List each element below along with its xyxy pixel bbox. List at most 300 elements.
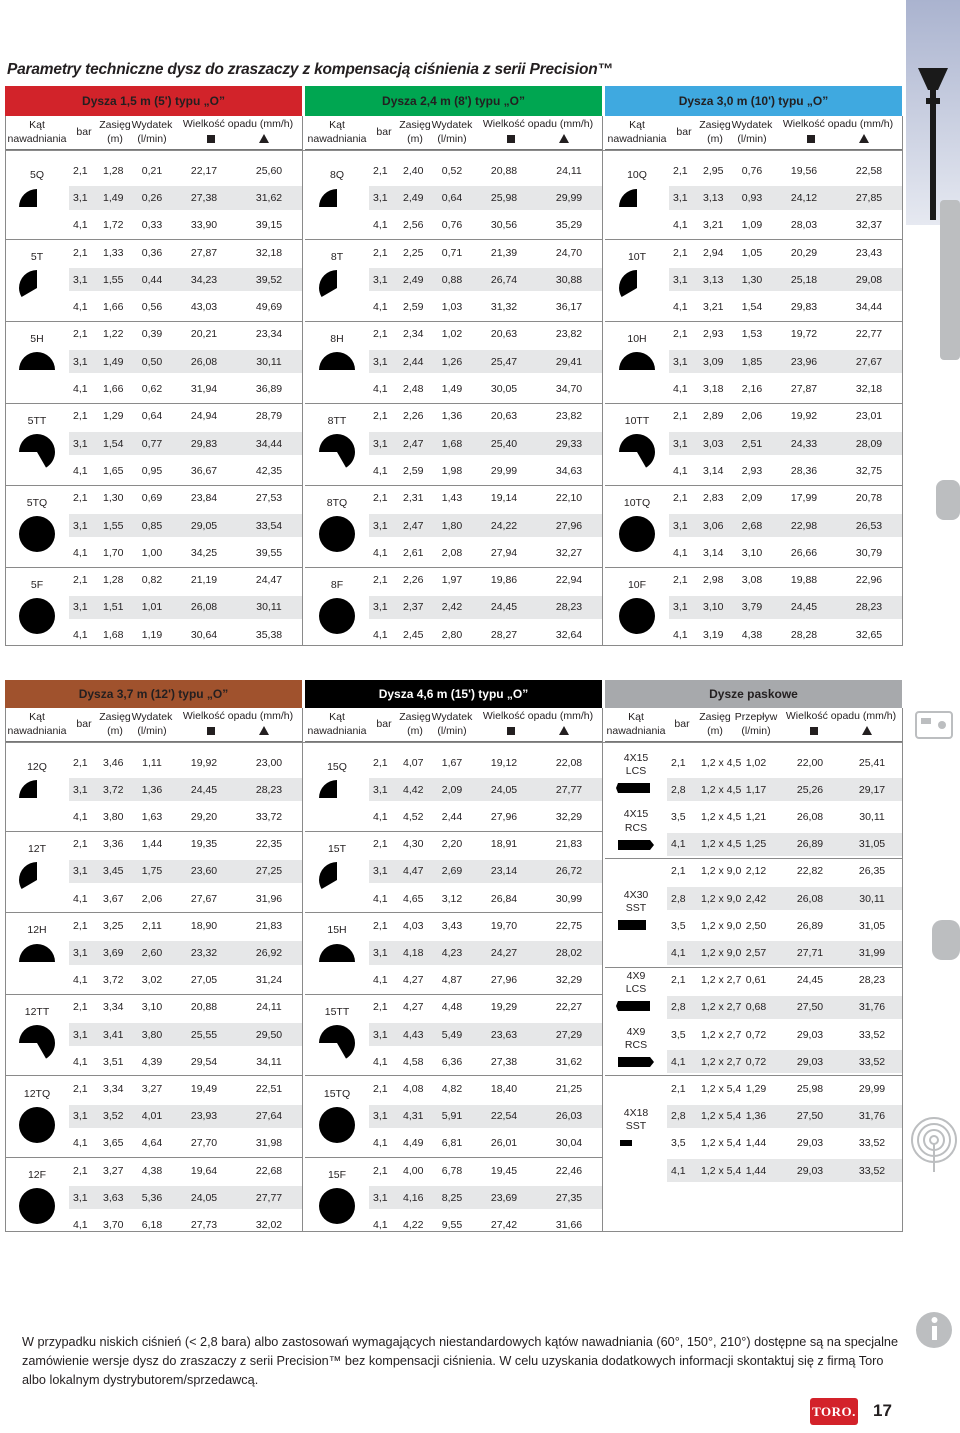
nozzle-model-label: 5F xyxy=(30,578,44,591)
cell-bar: 4,1 xyxy=(73,1055,88,1068)
cell-bar: 4,1 xyxy=(373,974,388,987)
cell-flow: 3,08 xyxy=(741,574,763,587)
header-discharge: Wydatek (l/min) xyxy=(131,708,173,742)
cell-radius: 2,40 xyxy=(403,164,424,177)
cell-radius: 2,93 xyxy=(703,328,724,341)
cell-flow: 6,78 xyxy=(441,1164,463,1177)
cell-radius: 2,26 xyxy=(403,574,424,587)
header-angle: Kąt nawadniania xyxy=(305,116,369,150)
cell-bar: 3,1 xyxy=(673,519,688,532)
cell-radius: 4,65 xyxy=(403,892,424,905)
controller-icon xyxy=(916,712,952,738)
cell-rain-square: 27,50 xyxy=(796,1110,824,1123)
cell-bar: 4,1 xyxy=(373,1218,388,1231)
cell-flow: 1,67 xyxy=(441,756,463,769)
cell-rain-square: 20,63 xyxy=(490,410,518,423)
cell-rain-square: 22,98 xyxy=(790,519,818,532)
nozzle-label-cell xyxy=(605,157,669,239)
cell-rain-triangle: 34,44 xyxy=(855,301,883,314)
cell-flow: 1,43 xyxy=(441,492,463,505)
header-bar: bar xyxy=(69,116,99,150)
cell-radius: 1,51 xyxy=(103,601,124,614)
cell-radius: 1,30 xyxy=(103,492,124,505)
cell-flow: 1,21 xyxy=(745,810,767,823)
cell-rain-triangle: 27,77 xyxy=(255,1191,283,1204)
header-radius: Zasięg (m) xyxy=(699,116,731,150)
cell-bar: 2,1 xyxy=(671,974,686,987)
cell-flow: 2,09 xyxy=(741,492,763,505)
cell-bar: 3,1 xyxy=(673,437,688,450)
cell-rain-square: 27,67 xyxy=(190,892,218,905)
cell-bar: 3,1 xyxy=(373,519,388,532)
nozzle-model-label: 12TT xyxy=(24,1006,50,1019)
cell-flow: 0,50 xyxy=(141,355,163,368)
cell-rain-triangle: 20,78 xyxy=(855,492,883,505)
cell-rain-triangle: 27,64 xyxy=(255,1110,283,1123)
4X9RCS-arc-icon xyxy=(616,1052,656,1072)
cell-flow: 1,26 xyxy=(441,355,463,368)
cell-rain-square: 27,73 xyxy=(190,1218,218,1231)
cell-rain-triangle: 22,46 xyxy=(555,1164,583,1177)
cell-radius: 1,2 x 2,7 xyxy=(701,1055,742,1068)
header-angle: Kąt nawadniania xyxy=(605,116,669,150)
5H-arc-icon xyxy=(17,350,57,390)
cell-radius: 4,27 xyxy=(403,974,424,987)
cell-radius: 2,26 xyxy=(403,410,424,423)
cell-rain-square: 28,03 xyxy=(790,219,818,232)
cell-bar: 2,1 xyxy=(671,865,686,878)
cell-rain-triangle: 39,55 xyxy=(255,546,283,559)
cell-radius: 1,49 xyxy=(103,355,124,368)
cell-rain-square: 23,32 xyxy=(190,946,218,959)
cell-radius: 2,56 xyxy=(403,219,424,232)
table-bottom-rule xyxy=(5,645,903,646)
cell-flow: 2,11 xyxy=(142,919,162,932)
header-rain-rate xyxy=(473,116,603,150)
header-angle: Kąt nawadniania xyxy=(605,708,667,742)
cell-rain-square: 26,89 xyxy=(796,919,824,932)
cell-bar: 3,1 xyxy=(373,1110,388,1123)
cell-rain-triangle: 33,52 xyxy=(858,1028,886,1041)
cell-rain-square: 29,03 xyxy=(796,1055,824,1068)
cell-radius: 2,49 xyxy=(403,273,424,286)
cell-radius: 3,65 xyxy=(103,1137,124,1150)
cell-flow: 2,50 xyxy=(745,919,767,932)
nozzle-label-cell xyxy=(605,567,669,649)
cell-flow: 1,03 xyxy=(441,301,463,314)
cell-rain-square: 29,05 xyxy=(190,519,218,532)
cell-flow: 2,60 xyxy=(141,946,163,959)
cell-rain-square: 19,49 xyxy=(190,1082,218,1095)
cell-flow: 0,71 xyxy=(441,246,463,259)
header-radius: Zasięg (m) xyxy=(697,708,733,742)
cell-rain-triangle: 32,29 xyxy=(555,974,583,987)
cell-rain-square: 34,25 xyxy=(190,546,218,559)
cell-bar: 4,1 xyxy=(373,892,388,905)
nozzle-label-cell xyxy=(5,239,69,321)
cell-flow: 4,38 xyxy=(741,628,763,641)
cell-bar: 2,1 xyxy=(373,492,388,505)
cell-bar: 4,1 xyxy=(373,301,388,314)
nozzle-model-label: 8Q xyxy=(329,169,344,182)
cell-flow: 0,76 xyxy=(741,164,763,177)
header-angle: Kąt nawadniania xyxy=(305,708,369,742)
cell-rain-square: 23,96 xyxy=(790,355,818,368)
cell-rain-square: 26,01 xyxy=(490,1137,518,1150)
cell-rain-triangle: 30,99 xyxy=(555,892,583,905)
header-rain-rate-label: Wielkość opadu (mm/h) xyxy=(182,709,294,722)
nozzle-label-cell xyxy=(305,157,369,239)
cell-rain-square: 24,45 xyxy=(190,783,218,796)
cell-rain-square: 29,03 xyxy=(796,1137,824,1150)
cell-rain-square: 26,08 xyxy=(190,601,218,614)
cell-flow: 2,44 xyxy=(441,810,463,823)
cell-rain-square: 25,26 xyxy=(796,783,824,796)
cell-radius: 4,18 xyxy=(403,946,424,959)
cell-bar: 3,1 xyxy=(73,273,88,286)
header-radius: Zasięg (m) xyxy=(399,116,431,150)
strip-type: LCS xyxy=(625,982,647,995)
cell-rain-triangle: 32,02 xyxy=(255,1218,283,1231)
strip-type: SST xyxy=(625,1119,647,1132)
cell-rain-square: 22,17 xyxy=(190,164,218,177)
8TQ-arc-icon xyxy=(317,514,357,554)
cell-rain-square: 33,90 xyxy=(190,219,218,232)
cell-flow: 1,36 xyxy=(745,1110,767,1123)
cell-flow: 3,10 xyxy=(741,546,763,559)
cell-radius: 3,34 xyxy=(103,1001,124,1014)
nozzle-label-cell xyxy=(5,1157,69,1239)
cell-bar: 3,1 xyxy=(373,1191,388,1204)
cell-bar: 2,1 xyxy=(73,328,88,341)
cell-rain-square: 24,05 xyxy=(190,1191,218,1204)
cell-flow: 1,17 xyxy=(745,783,767,796)
cell-rain-triangle: 29,99 xyxy=(555,191,583,204)
cell-radius: 4,30 xyxy=(403,838,424,851)
table-left-rule xyxy=(5,708,6,1232)
cell-flow: 1,02 xyxy=(745,756,767,769)
5TQ-arc-icon xyxy=(17,514,57,554)
info-icon xyxy=(916,1312,952,1348)
cell-bar: 3,1 xyxy=(73,355,88,368)
cell-bar: 3,1 xyxy=(673,273,688,286)
cell-flow: 1,98 xyxy=(441,464,463,477)
cell-flow: 1,44 xyxy=(141,838,163,851)
cell-rain-square: 29,99 xyxy=(490,464,518,477)
cell-rain-square: 19,29 xyxy=(490,1001,518,1014)
cell-radius: 1,2 x 5,4 xyxy=(701,1164,742,1177)
header-rain-rate-label: Wielkość opadu (mm/h) xyxy=(482,117,594,130)
cell-rain-triangle: 22,35 xyxy=(255,838,283,851)
cell-flow: 2,42 xyxy=(441,601,463,614)
8Q-arc-icon xyxy=(317,187,357,227)
header-discharge: Wydatek (l/min) xyxy=(431,116,473,150)
strip-nozzle-label xyxy=(616,1026,656,1072)
12TT-arc-icon xyxy=(17,1023,57,1063)
cell-rain-triangle: 30,11 xyxy=(859,892,885,905)
cell-flow: 1,36 xyxy=(441,410,463,423)
cell-radius: 3,80 xyxy=(103,810,124,823)
cell-bar: 2,1 xyxy=(73,1082,88,1095)
cell-flow: 0,82 xyxy=(141,574,163,587)
strip-model: 4X9 xyxy=(626,1025,646,1038)
nozzle-model-label: 10Q xyxy=(627,169,647,182)
cell-radius: 2,83 xyxy=(703,492,724,505)
10TQ-arc-icon xyxy=(617,514,657,554)
4X15RCS-arc-icon xyxy=(616,835,656,855)
15TQ-arc-icon xyxy=(317,1105,357,1145)
cell-rain-triangle: 22,10 xyxy=(555,492,583,505)
cell-rain-triangle: 31,62 xyxy=(555,1055,583,1068)
cell-bar: 2,1 xyxy=(73,1001,88,1014)
cell-flow: 2,42 xyxy=(745,892,767,905)
cell-radius: 3,21 xyxy=(703,301,724,314)
cell-rain-triangle: 49,69 xyxy=(255,301,283,314)
cell-rain-square: 26,08 xyxy=(796,810,824,823)
cell-radius: 1,33 xyxy=(103,246,124,259)
cell-rain-triangle: 30,11 xyxy=(256,601,282,614)
cell-radius: 1,2 x 9,0 xyxy=(701,865,742,878)
cell-rain-triangle: 31,05 xyxy=(858,838,886,851)
cell-radius: 4,31 xyxy=(403,1110,424,1123)
header-radius: Zasięg (m) xyxy=(399,708,431,742)
cell-flow: 1,05 xyxy=(741,246,763,259)
cell-rain-square: 22,54 xyxy=(490,1110,518,1123)
cell-flow: 0,61 xyxy=(745,974,767,987)
cell-flow: 9,55 xyxy=(441,1218,463,1231)
cell-rain-triangle: 26,03 xyxy=(555,1110,583,1123)
strip-type: LCS xyxy=(625,765,647,778)
cell-flow: 3,12 xyxy=(441,892,463,905)
cell-bar: 2,1 xyxy=(373,756,388,769)
5TT-arc-icon xyxy=(17,432,57,472)
cell-bar: 3,1 xyxy=(73,1110,88,1123)
cell-bar: 3,5 xyxy=(671,1137,686,1150)
cell-bar: 3,1 xyxy=(373,191,388,204)
cell-radius: 3,45 xyxy=(103,865,124,878)
cell-radius: 2,31 xyxy=(403,492,424,505)
nozzle-model-label: 8F xyxy=(330,578,344,591)
cell-radius: 3,70 xyxy=(103,1218,124,1231)
cell-flow: 4,48 xyxy=(441,1001,463,1014)
nozzle-label-cell xyxy=(605,967,667,1076)
section-divider xyxy=(302,116,303,646)
cell-radius: 1,72 xyxy=(103,219,124,232)
cell-rain-square: 19,88 xyxy=(790,574,818,587)
cell-rain-square: 30,56 xyxy=(490,219,518,232)
cell-rain-square: 19,12 xyxy=(490,756,518,769)
cell-bar: 2,1 xyxy=(373,1082,388,1095)
cell-flow: 2,08 xyxy=(441,546,463,559)
cell-radius: 2,95 xyxy=(703,164,724,177)
cell-radius: 1,68 xyxy=(103,628,124,641)
cell-rain-triangle: 28,23 xyxy=(255,783,283,796)
10H-arc-icon xyxy=(617,350,657,390)
cell-flow: 0,88 xyxy=(441,273,463,286)
cell-bar: 4,1 xyxy=(73,1218,88,1231)
cell-rain-square: 27,94 xyxy=(490,546,518,559)
cell-bar: 4,1 xyxy=(673,301,688,314)
cell-rain-triangle: 36,17 xyxy=(555,301,583,314)
8F-arc-icon xyxy=(317,596,357,636)
triangle-spacing-icon xyxy=(859,134,869,143)
nozzle-label-cell xyxy=(5,403,69,485)
cell-rain-triangle: 34,44 xyxy=(255,437,283,450)
nozzle-label-cell xyxy=(605,239,669,321)
cell-rain-triangle: 29,33 xyxy=(555,437,583,450)
square-spacing-icon xyxy=(810,727,818,735)
cell-radius: 3,27 xyxy=(103,1164,124,1177)
cell-bar: 2,8 xyxy=(671,1110,686,1123)
cell-flow: 6,36 xyxy=(441,1055,463,1068)
cell-bar: 2,8 xyxy=(671,783,686,796)
cell-flow: 0,62 xyxy=(141,383,163,396)
cell-bar: 4,1 xyxy=(373,1055,388,1068)
cell-rain-square: 26,66 xyxy=(790,546,818,559)
cell-bar: 3,1 xyxy=(673,601,688,614)
5Q-arc-icon xyxy=(17,187,57,227)
cell-flow: 6,18 xyxy=(141,1218,163,1231)
header-rain-rate xyxy=(173,708,303,742)
cell-radius: 2,59 xyxy=(403,301,424,314)
nozzle-label-cell xyxy=(305,239,369,321)
section-banner: Dysza 3,7 m (12') typu „O” xyxy=(5,680,303,708)
cell-rain-square: 29,83 xyxy=(190,437,218,450)
cell-flow: 1,19 xyxy=(141,628,163,641)
cell-rain-triangle: 22,58 xyxy=(855,164,883,177)
nozzle-model-label: 5T xyxy=(30,251,44,264)
cell-radius: 4,22 xyxy=(403,1218,424,1231)
section-divider xyxy=(902,708,903,1232)
cell-radius: 3,46 xyxy=(103,756,124,769)
cell-bar: 4,1 xyxy=(673,628,688,641)
cell-radius: 4,00 xyxy=(403,1164,424,1177)
section-banner: Dysza 2,4 m (8') typu „O” xyxy=(305,86,603,116)
cell-radius: 3,72 xyxy=(103,783,124,796)
wireless-icon xyxy=(912,1118,956,1172)
square-spacing-icon xyxy=(507,135,515,143)
cell-radius: 3,51 xyxy=(103,1055,124,1068)
cell-rain-square: 19,92 xyxy=(190,756,218,769)
header-rain-rate xyxy=(473,708,603,742)
cell-flow: 0,95 xyxy=(141,464,163,477)
triangle-spacing-icon xyxy=(559,134,569,143)
cell-rain-triangle: 34,70 xyxy=(555,383,583,396)
cell-rain-square: 20,88 xyxy=(490,164,518,177)
cell-bar: 4,1 xyxy=(73,546,88,559)
cell-rain-triangle: 27,96 xyxy=(555,519,583,532)
12Q-arc-icon xyxy=(17,778,57,818)
cell-rain-triangle: 31,96 xyxy=(255,892,283,905)
cell-rain-square: 18,91 xyxy=(490,838,518,851)
nozzle-model-label: 10TQ xyxy=(623,496,651,509)
cell-radius: 3,10 xyxy=(703,601,724,614)
cell-bar: 4,1 xyxy=(73,892,88,905)
nozzle-label-cell xyxy=(5,749,69,831)
strip-model: 4X9 xyxy=(626,969,646,982)
cell-flow: 2,51 xyxy=(741,437,763,450)
cell-bar: 4,1 xyxy=(373,219,388,232)
cell-rain-square: 19,14 xyxy=(490,492,518,505)
cell-bar: 4,1 xyxy=(73,383,88,396)
cell-rain-triangle: 42,35 xyxy=(255,464,283,477)
cell-radius: 4,42 xyxy=(403,783,424,796)
cell-rain-triangle: 28,23 xyxy=(555,601,583,614)
cell-bar: 2,1 xyxy=(671,1082,686,1095)
cell-rain-square: 21,39 xyxy=(490,246,518,259)
cell-rain-square: 27,38 xyxy=(490,1055,518,1068)
cell-bar: 3,5 xyxy=(671,1028,686,1041)
cell-rain-square: 24,94 xyxy=(190,410,218,423)
cell-rain-triangle: 32,65 xyxy=(855,628,883,641)
strip-nozzle-label xyxy=(616,808,656,854)
cell-rain-triangle: 22,96 xyxy=(855,574,883,587)
cell-flow: 2,80 xyxy=(441,628,463,641)
cell-bar: 4,1 xyxy=(73,974,88,987)
nozzle-model-label: 12T xyxy=(27,842,47,855)
5T-arc-icon xyxy=(17,268,57,308)
cell-radius: 4,58 xyxy=(403,1055,424,1068)
cell-rain-square: 25,47 xyxy=(490,355,518,368)
header-angle: Kąt nawadniania xyxy=(5,708,69,742)
cell-rain-square: 24,33 xyxy=(790,437,818,450)
cell-flow: 1,63 xyxy=(141,810,163,823)
cell-radius: 1,2 x 4,5 xyxy=(701,838,742,851)
nozzle-table-bottom xyxy=(5,680,903,1232)
cell-rain-triangle: 26,35 xyxy=(858,865,886,878)
cell-rain-square: 24,12 xyxy=(790,191,818,204)
square-spacing-icon xyxy=(807,135,815,143)
cell-rain-triangle: 29,99 xyxy=(858,1082,886,1095)
cell-flow: 1,80 xyxy=(441,519,463,532)
cell-radius: 3,09 xyxy=(703,355,724,368)
cell-rain-square: 18,40 xyxy=(490,1082,518,1095)
nozzle-label-cell xyxy=(305,994,369,1076)
cell-bar: 2,1 xyxy=(673,574,688,587)
sprinkler-body-grey xyxy=(932,200,960,960)
cell-rain-triangle: 27,29 xyxy=(555,1028,583,1041)
nozzle-label-cell xyxy=(5,157,69,239)
cell-rain-triangle: 31,05 xyxy=(858,919,886,932)
cell-rain-triangle: 22,68 xyxy=(255,1164,283,1177)
cell-rain-triangle: 22,51 xyxy=(255,1082,283,1095)
cell-bar: 2,1 xyxy=(673,492,688,505)
cell-flow: 8,25 xyxy=(441,1191,463,1204)
nozzle-model-label: 15H xyxy=(327,924,347,937)
cell-rain-square: 25,55 xyxy=(190,1028,218,1041)
nozzle-model-label: 5H xyxy=(30,333,44,346)
cell-bar: 4,1 xyxy=(673,383,688,396)
cell-radius: 1,2 x 2,7 xyxy=(701,974,742,987)
strip-model: 4X18 xyxy=(623,1106,649,1119)
nozzle-label-cell xyxy=(305,1157,369,1239)
header-angle: Kąt nawadniania xyxy=(5,116,69,150)
nozzle-label-cell xyxy=(5,567,69,649)
cell-rain-square: 26,08 xyxy=(190,355,218,368)
cell-rain-square: 23,14 xyxy=(490,865,518,878)
cell-flow: 1,44 xyxy=(745,1137,767,1150)
cell-flow: 1,09 xyxy=(741,219,763,232)
cell-bar: 4,1 xyxy=(671,946,686,959)
cell-radius: 1,55 xyxy=(103,519,124,532)
nozzle-model-label: 10H xyxy=(627,333,647,346)
cell-rain-triangle: 23,01 xyxy=(855,410,883,423)
cell-rain-square: 28,36 xyxy=(790,464,818,477)
cell-rain-triangle: 26,72 xyxy=(555,865,583,878)
cell-bar: 3,1 xyxy=(73,1028,88,1041)
nozzle-label-cell xyxy=(305,321,369,403)
cell-radius: 3,14 xyxy=(703,546,724,559)
